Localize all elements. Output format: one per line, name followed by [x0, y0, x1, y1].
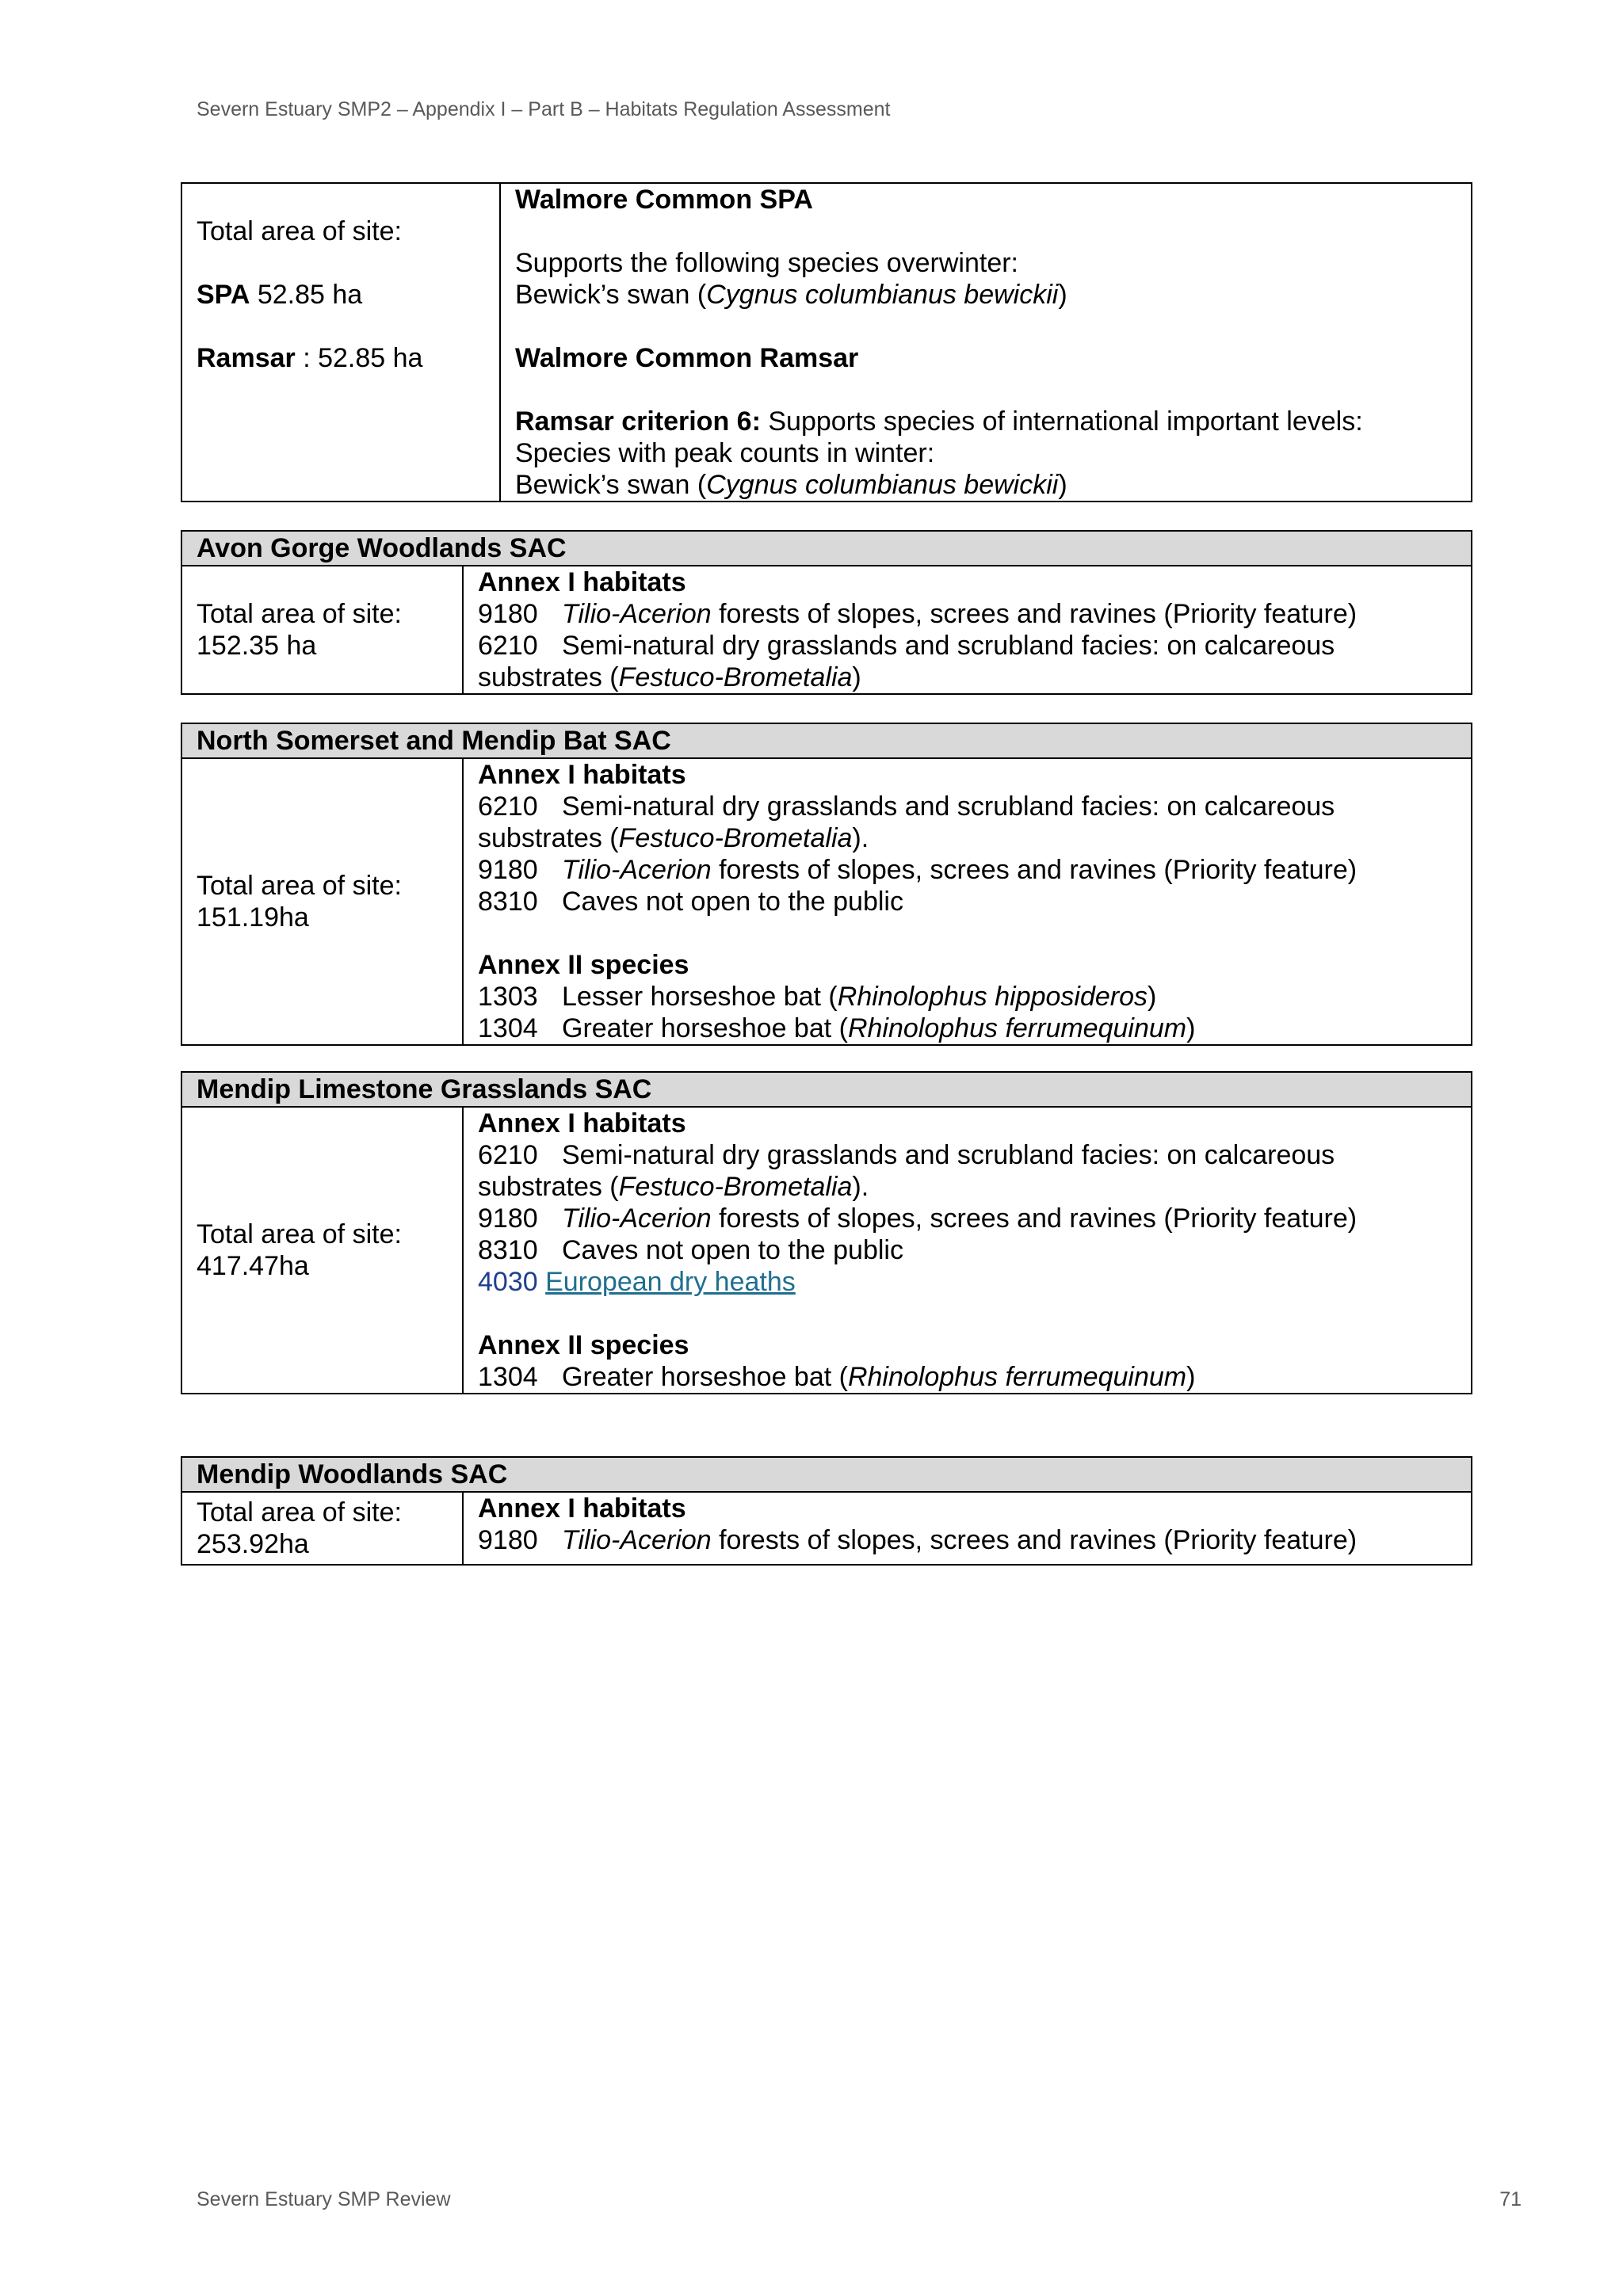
habitat-row: 6210 Semi-natural dry grasslands and scrubland facies: on calcareous	[478, 631, 1335, 661]
walmore-common-table	[181, 182, 1472, 502]
habitat-row-cont: substrates (Festuco-Brometalia).	[478, 1172, 869, 1202]
spa-description: Supports the following species overwinter:	[515, 248, 1018, 278]
site-title: Avon Gorge Woodlands SAC	[182, 532, 1471, 566]
annex-i-heading: Annex I habitats	[478, 1108, 686, 1138]
spa-species: Bewick’s swan (Cygnus columbianus bewickii)	[515, 280, 1067, 310]
european-dry-heaths-link[interactable]: European dry heaths	[545, 1267, 796, 1297]
avon-gorge-table	[181, 530, 1472, 695]
site-features-cell	[464, 1108, 1471, 1393]
site-title: North Somerset and Mendip Bat SAC	[182, 724, 1471, 759]
page-number: 71	[1499, 2188, 1522, 2210]
habitat-row: 9180 Tilio-Acerion forests of slopes, screes and ravines (Priority feature)	[478, 1525, 1358, 1555]
habitat-row: 8310 Caves not open to the public	[478, 1235, 903, 1265]
habitat-row: 9180 Tilio-Acerion forests of slopes, screes and ravines (Priority feature)	[478, 599, 1358, 629]
site-title: Mendip Woodlands SAC	[182, 1458, 1471, 1493]
total-area-label: Total area of site:	[197, 599, 402, 629]
habitat-row-cont: substrates (Festuco-Brometalia)	[478, 662, 861, 692]
habitat-row-cont: substrates (Festuco-Brometalia).	[478, 823, 869, 853]
species-row: 1304 Greater horseshoe bat (Rhinolophus ferrumequinum)	[478, 1362, 1196, 1392]
site-features-cell	[464, 759, 1471, 1044]
ramsar-area: Ramsar : 52.85 ha	[197, 343, 423, 373]
habitat-row: 4030 European dry heaths	[478, 1267, 796, 1297]
annex-i-heading: Annex I habitats	[478, 1493, 686, 1524]
page-footer: Severn Estuary SMP Review	[197, 2188, 451, 2210]
site-area-cell	[182, 1108, 464, 1393]
ramsar-species: Bewick’s swan (Cygnus columbianus bewickii)	[515, 470, 1067, 500]
total-area-label: Total area of site:	[197, 1497, 402, 1527]
site-area-cell	[182, 184, 501, 501]
total-area-label: Total area of site:	[197, 1219, 402, 1249]
annex-i-heading: Annex I habitats	[478, 760, 686, 790]
north-somerset-bat-table	[181, 723, 1472, 1046]
peak-counts-line: Species with peak counts in winter:	[515, 438, 935, 468]
site-area-cell	[182, 566, 464, 693]
habitat-row: 9180 Tilio-Acerion forests of slopes, screes and ravines (Priority feature)	[478, 1203, 1358, 1234]
site-area-cell	[182, 1493, 464, 1564]
total-area-value: 152.35 ha	[197, 631, 317, 661]
total-area-label: Total area of site:	[197, 216, 402, 246]
annex-ii-heading: Annex II species	[478, 1330, 689, 1360]
mendip-limestone-table	[181, 1071, 1472, 1394]
ramsar-title: Walmore Common Ramsar	[515, 343, 859, 373]
total-area-value: 151.19ha	[197, 902, 309, 933]
habitat-row: 9180 Tilio-Acerion forests of slopes, screes and ravines (Priority feature)	[478, 855, 1358, 885]
annex-i-heading: Annex I habitats	[478, 567, 686, 597]
annex-ii-heading: Annex II species	[478, 950, 689, 980]
total-area-value: 417.47ha	[197, 1251, 309, 1281]
mendip-woodlands-table	[181, 1456, 1472, 1566]
total-area-value: 253.92ha	[197, 1529, 309, 1559]
total-area-label: Total area of site:	[197, 871, 402, 901]
site-features-cell	[501, 184, 1471, 501]
page-header: Severn Estuary SMP2 – Appendix I – Part B – Habitats Regulation Assessment	[197, 98, 891, 120]
habitat-row: 8310 Caves not open to the public	[478, 887, 903, 917]
habitat-row: 6210 Semi-natural dry grasslands and scrubland facies: on calcareous	[478, 791, 1335, 822]
species-row: 1303 Lesser horseshoe bat (Rhinolophus hipposideros)	[478, 982, 1157, 1012]
site-title: Mendip Limestone Grasslands SAC	[182, 1073, 1471, 1108]
spa-title: Walmore Common SPA	[515, 185, 813, 215]
species-row: 1304 Greater horseshoe bat (Rhinolophus ferrumequinum)	[478, 1013, 1196, 1043]
ramsar-criterion: Ramsar criterion 6: Supports species of international important levels:	[515, 406, 1363, 437]
site-area-cell	[182, 759, 464, 1044]
site-features-cell	[464, 1493, 1471, 1564]
habitat-row: 6210 Semi-natural dry grasslands and scrubland facies: on calcareous	[478, 1140, 1335, 1170]
site-features-cell	[464, 566, 1471, 693]
spa-area: SPA 52.85 ha	[197, 280, 363, 310]
